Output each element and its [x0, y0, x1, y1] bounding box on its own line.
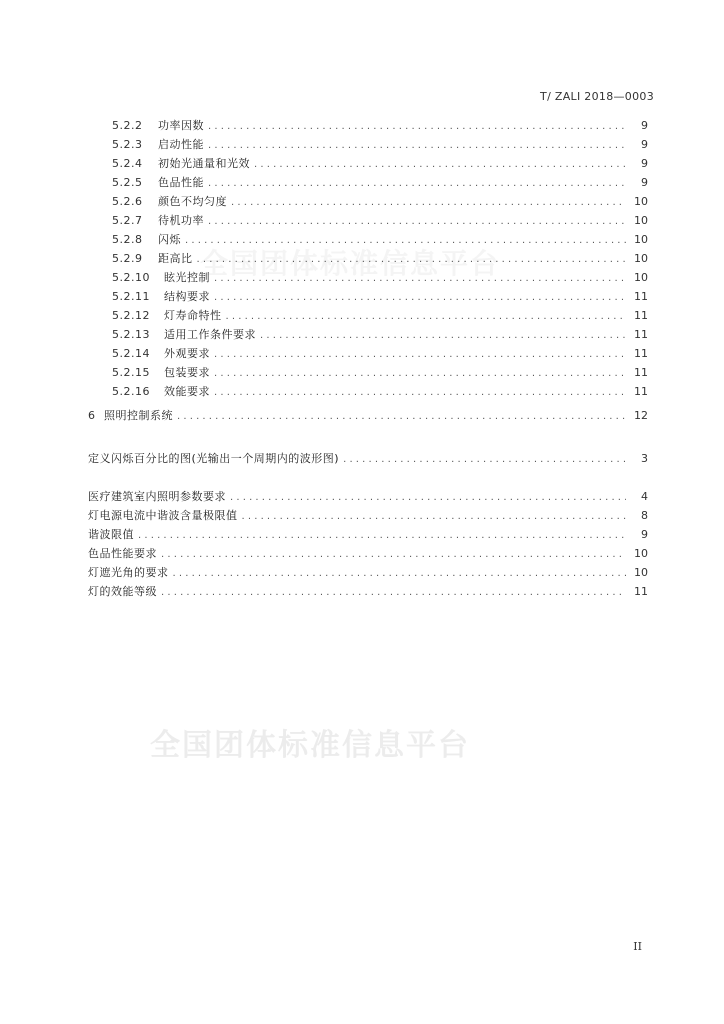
- toc-entry[interactable]: [112, 251, 648, 267]
- toc-entry[interactable]: [112, 194, 648, 210]
- toc-chapter-number: 6: [88, 409, 96, 422]
- toc-entry-title: 初始光通量和光效: [158, 157, 250, 170]
- toc-entry-page: 10: [634, 195, 648, 208]
- table-list-entry[interactable]: [88, 584, 648, 600]
- table-list-entry[interactable]: [88, 508, 648, 524]
- toc-leader-dots: [260, 328, 626, 343]
- toc-leader-dots: [161, 585, 626, 600]
- table-page: 10: [634, 566, 648, 579]
- toc-entry-title: 包装要求: [164, 366, 210, 379]
- toc-entry[interactable]: [112, 365, 648, 381]
- table-list-entry[interactable]: [88, 489, 648, 505]
- toc-leader-dots: [185, 233, 626, 248]
- toc-entry-page: 10: [634, 214, 648, 227]
- toc-entry-page: 10: [634, 233, 648, 246]
- toc-entry-page: 9: [641, 176, 648, 189]
- toc-entry-page: 11: [634, 385, 648, 398]
- toc-entry[interactable]: [112, 213, 648, 229]
- toc-entry-number: 5.2.9: [112, 252, 143, 265]
- table-page: 4: [641, 490, 648, 503]
- toc-entry-title: 闪烁: [158, 233, 181, 246]
- toc-entry[interactable]: [112, 232, 648, 248]
- toc-entry-number: 5.2.13: [112, 328, 150, 341]
- toc-chapter-page: 12: [634, 409, 648, 422]
- toc-entry[interactable]: [112, 327, 648, 343]
- table-list-entry[interactable]: [88, 546, 648, 562]
- toc-entry-number: 5.2.12: [112, 309, 150, 322]
- toc-leader-dots: [173, 566, 627, 581]
- toc-entry[interactable]: [112, 384, 648, 400]
- toc-entry-title: 功率因数: [158, 119, 204, 132]
- toc-entry[interactable]: [112, 137, 648, 153]
- table-list-entry[interactable]: [88, 565, 648, 581]
- toc-entry[interactable]: [112, 175, 648, 191]
- toc-leader-dots: [254, 157, 626, 172]
- table-page: 8: [641, 509, 648, 522]
- toc-leader-dots: [214, 347, 626, 362]
- toc-leader-dots: [214, 290, 626, 305]
- toc-entry-page: 9: [641, 119, 648, 132]
- toc-leader-dots: [208, 138, 626, 153]
- toc-entry-page: 11: [634, 347, 648, 360]
- toc-leader-dots: [161, 547, 626, 562]
- toc-entry-number: 5.2.3: [112, 138, 143, 151]
- toc-leader-dots: [230, 490, 626, 505]
- figure-page: 3: [641, 452, 648, 465]
- table-title: 谐波限值: [88, 528, 134, 541]
- toc-leader-dots: [197, 252, 627, 267]
- toc-entry-number: 5.2.8: [112, 233, 143, 246]
- toc-entry-title: 待机功率: [158, 214, 204, 227]
- toc-leader-dots: [214, 366, 626, 381]
- figure-list-entry[interactable]: [88, 451, 648, 467]
- table-title: 色品性能要求: [88, 547, 157, 560]
- table-page: 10: [634, 547, 648, 560]
- toc-leader-dots: [214, 271, 626, 286]
- toc-entry-number: 5.2.10: [112, 271, 150, 284]
- toc-leader-dots: [343, 452, 626, 467]
- toc-entry-page: 11: [634, 366, 648, 379]
- toc-entry-title: 灯寿命特性: [164, 309, 222, 322]
- figure-title: 定义闪烁百分比的图(光输出一个周期内的波形图): [88, 452, 340, 465]
- toc-leader-dots: [208, 176, 626, 191]
- toc-entry-number: 5.2.15: [112, 366, 150, 379]
- toc-entry-title: 结构要求: [164, 290, 210, 303]
- toc-entry-title: 外观要求: [164, 347, 210, 360]
- toc-entry-title: 颜色不均匀度: [158, 195, 227, 208]
- toc-entry-page: 9: [641, 138, 648, 151]
- toc-leader-dots: [208, 119, 626, 134]
- document-code: T/ ZALI 2018—0003: [540, 90, 654, 103]
- toc-entry[interactable]: [112, 346, 648, 362]
- table-title: 灯的效能等级: [88, 585, 157, 598]
- toc-entry-number: 5.2.6: [112, 195, 143, 208]
- toc-entry-number: 5.2.16: [112, 385, 150, 398]
- toc-leader-dots: [226, 309, 627, 324]
- toc-entry-number: 5.2.4: [112, 157, 143, 170]
- toc-entry-number: 5.2.5: [112, 176, 143, 189]
- toc-entry-title: 适用工作条件要求: [164, 328, 256, 341]
- page-number: II: [633, 940, 642, 953]
- table-title: 灯电源电流中谐波含量极限值: [88, 509, 238, 522]
- toc-entry[interactable]: [112, 118, 648, 134]
- toc-leader-dots: [208, 214, 626, 229]
- toc-entry-page: 10: [634, 271, 648, 284]
- toc-leader-dots: [138, 528, 626, 543]
- toc-leader-dots: [242, 509, 627, 524]
- toc-chapter-entry[interactable]: [88, 408, 648, 424]
- toc-entry[interactable]: [112, 308, 648, 324]
- toc-leader-dots: [177, 409, 626, 424]
- toc-entry-page: 11: [634, 328, 648, 341]
- toc-entry-number: 5.2.2: [112, 119, 143, 132]
- table-title: 灯遮光角的要求: [88, 566, 169, 579]
- toc-entry-number: 5.2.14: [112, 347, 150, 360]
- toc-entry-number: 5.2.7: [112, 214, 143, 227]
- toc-entry-number: 5.2.11: [112, 290, 150, 303]
- toc-entry-title: 色品性能: [158, 176, 204, 189]
- toc-entry-title: 眩光控制: [164, 271, 210, 284]
- watermark-top: 全国团体标准信息平台: [200, 247, 501, 280]
- toc-entry-title: 效能要求: [164, 385, 210, 398]
- toc-leader-dots: [231, 195, 626, 210]
- toc-entry-page: 10: [634, 252, 648, 265]
- toc-entry-page: 11: [634, 290, 648, 303]
- table-page: 9: [641, 528, 648, 541]
- toc-entry[interactable]: [112, 270, 648, 286]
- table-list-entry[interactable]: [88, 527, 648, 543]
- toc-entry-page: 9: [641, 157, 648, 170]
- table-title: 医疗建筑室内照明参数要求: [88, 490, 226, 503]
- table-page: 11: [634, 585, 648, 598]
- toc-leader-dots: [214, 385, 626, 400]
- watermark: 全国团体标准信息平台: [150, 728, 470, 763]
- toc-entry-title: 启动性能: [158, 138, 204, 151]
- toc-entry-title: 距高比: [158, 252, 193, 265]
- toc-entry[interactable]: [112, 289, 648, 305]
- toc-chapter-title: 照明控制系统: [104, 409, 173, 422]
- toc-entry-page: 11: [634, 309, 648, 322]
- toc-entry[interactable]: [112, 156, 648, 172]
